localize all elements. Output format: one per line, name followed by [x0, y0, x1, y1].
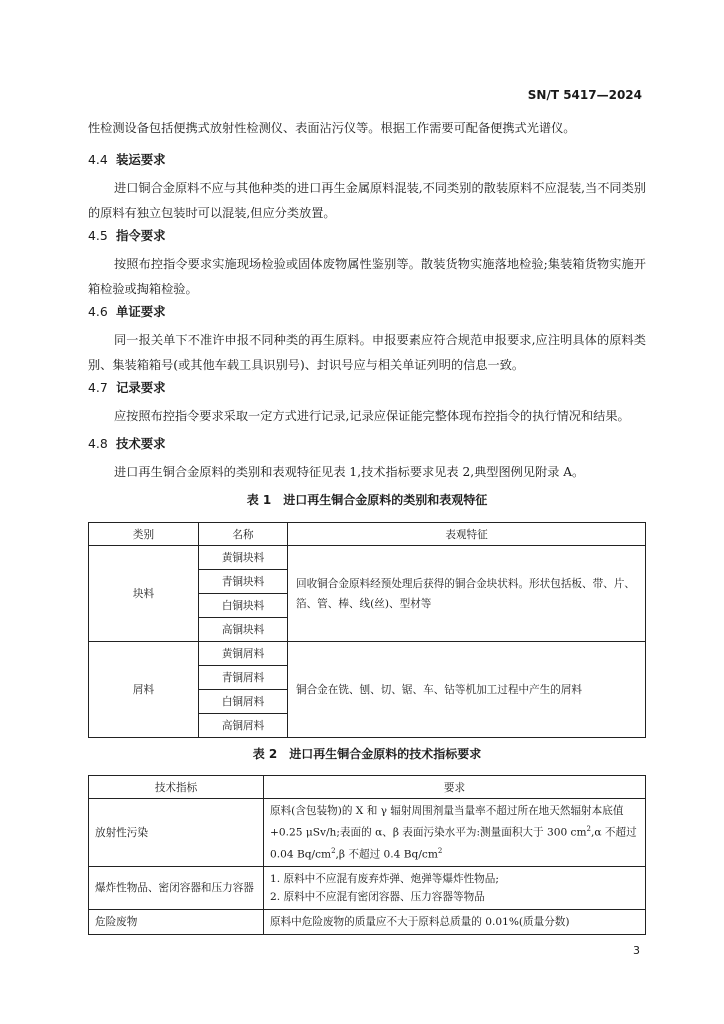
section-heading — [88, 378, 166, 396]
section-number: 4.6 — [88, 304, 108, 319]
name-cell: 青铜屑料 — [199, 666, 288, 690]
section-heading — [88, 302, 166, 320]
section-title: 装运要求 — [116, 152, 166, 167]
table-row — [89, 910, 646, 935]
section-title: 技术要求 — [116, 436, 166, 451]
table1 — [88, 522, 646, 738]
section-body: 按照布控指令要求实施现场检验或固体废物属性鉴别等。散装货物实施落地检验;集装箱货物实施开箱检验或掏箱检验。 — [88, 257, 646, 296]
section-title: 记录要求 — [116, 380, 166, 395]
table-row — [89, 799, 646, 867]
superscript: 2 — [331, 846, 336, 855]
table-row — [89, 867, 646, 910]
table2-caption: 表 2 进口再生铜合金原料的技术指标要求 — [252, 747, 482, 761]
table-header-row — [89, 776, 646, 799]
section-body: 应按照布控指令要求采取一定方式进行记录,记录应保证能完整体现布控指令的执行情况和结果。 — [114, 409, 630, 423]
superscript: 2 — [586, 825, 591, 833]
table2 — [88, 775, 646, 935]
name-cell: 黄铜块料 — [199, 546, 288, 570]
name-cell: 黄铜屑料 — [199, 642, 288, 666]
section-number: 4.8 — [88, 436, 108, 451]
category-cell: 屑料 — [89, 642, 199, 738]
section-number: 4.5 — [88, 228, 108, 243]
requirement-text: ,α 不超过 — [591, 826, 637, 839]
table-header-cell: 名称 — [199, 523, 288, 546]
requirement-text: ,β 不超过 0.4 Bq/cm — [335, 848, 438, 861]
superscript: 2 — [437, 846, 443, 855]
indicator-cell: 危险废物 — [89, 910, 264, 935]
section-title: 单证要求 — [116, 304, 166, 319]
section-heading — [88, 150, 166, 168]
name-cell: 高铜屑料 — [199, 714, 288, 738]
name-cell: 高铜块料 — [199, 618, 288, 642]
feature-cell: 回收铜合金原料经预处理后获得的铜合金块状料。形状包括板、带、片、箔、管、棒、线(丝)、型材等 — [288, 546, 646, 642]
section-title: 指令要求 — [116, 228, 166, 243]
table1-caption: 表 1 进口再生铜合金原料的类别和表观特征 — [246, 493, 488, 507]
requirement-cell — [264, 867, 646, 910]
requirement-cell — [264, 799, 646, 867]
section-heading — [88, 226, 166, 244]
standard-code: SN/T 5417—2024 — [527, 88, 642, 102]
section-number: 4.7 — [88, 380, 108, 395]
requirement-text: +0.25 μSv/h;表面的 α、β 表面污染水平为:测量面积大于 300 cm — [270, 826, 587, 839]
table-header-cell: 表观特征 — [288, 523, 646, 546]
requirement-line: 原料(含包装物)的 X 和 γ 辐射周围剂量当量率不超过所在地天然辐射本底值 — [270, 805, 624, 817]
indicator-cell: 爆炸性物品、密闭容器和压力容器 — [89, 867, 264, 910]
requirement-cell: 原料中危险废物的质量应不大于原料总质量的 0.01%(质量分数) — [264, 910, 646, 935]
requirement-line: 1. 原料中不应混有废弃炸弹、炮弹等爆炸性物品; — [270, 873, 499, 886]
requirement-line — [270, 842, 639, 864]
intro-paragraph: 性检测设备包括便携式放射性检测仪、表面沾污仪等。根据工作需要可配备便携式光谱仪。 — [88, 121, 576, 135]
name-cell: 白铜块料 — [199, 594, 288, 618]
section-body: 同一报关单下不准许申报不同种类的再生原料。申报要素应符合规范申报要求,应注明具体的原料类别、集装箱箱号(或其他车载工具识别号)、封识号应与相关单证列明的信息一致。 — [88, 333, 646, 372]
table-header-cell: 类别 — [89, 523, 199, 546]
table-row — [89, 546, 646, 570]
name-cell: 白铜屑料 — [199, 690, 288, 714]
section-heading — [88, 434, 166, 452]
page-number: 3 — [633, 944, 640, 957]
category-cell: 块料 — [89, 546, 199, 642]
table-row — [89, 642, 646, 666]
section-body: 进口再生铜合金原料的类别和表观特征见表 1,技术指标要求见表 2,典型图例见附录 A。 — [114, 465, 585, 479]
requirement-text: 0.04 Bq/cm — [270, 848, 332, 861]
table-header-cell: 要求 — [264, 776, 646, 799]
indicator-cell: 放射性污染 — [89, 799, 264, 867]
name-cell: 青铜块料 — [199, 570, 288, 594]
feature-cell: 铜合金在铣、刨、切、锯、车、钻等机加工过程中产生的屑料 — [288, 642, 646, 738]
table-header-cell: 技术指标 — [89, 776, 264, 799]
requirement-line — [270, 820, 639, 842]
section-number: 4.4 — [88, 152, 108, 167]
table-header-row — [89, 523, 646, 546]
requirement-line: 2. 原料中不应混有密闭容器、压力容器等物品 — [270, 891, 485, 904]
section-body: 进口铜合金原料不应与其他种类的进口再生金属原料混装,不同类别的散装原料不应混装,当不同类别的原料有独立包装时可以混装,但应分类放置。 — [88, 181, 646, 220]
